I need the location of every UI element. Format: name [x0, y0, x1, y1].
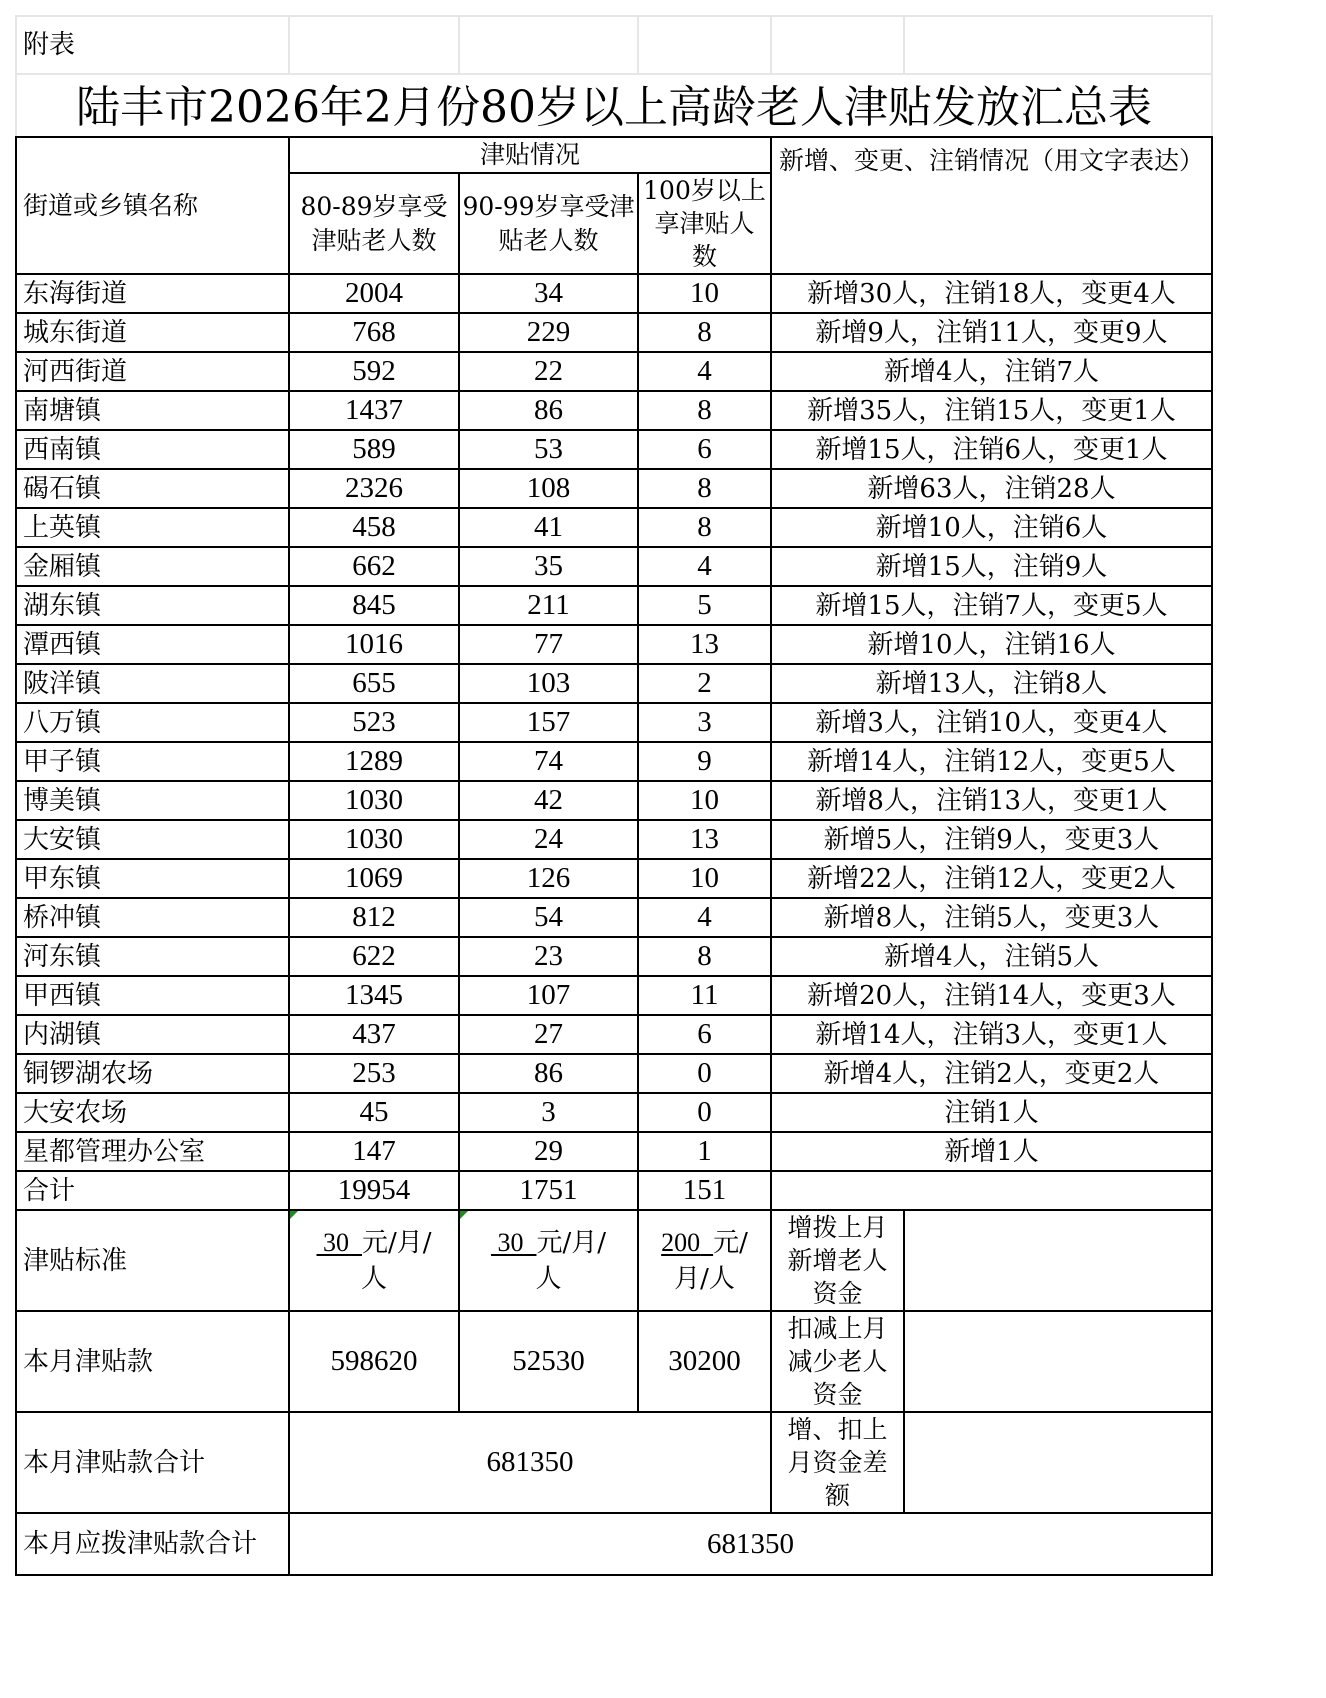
count-80-89-cell[interactable]: 812	[289, 898, 459, 937]
empty-cell[interactable]	[904, 16, 1212, 74]
table-row	[16, 742, 1212, 781]
table-row	[16, 898, 1212, 937]
document-title[interactable]: 陆丰市2026年2月份80岁以上高龄老人津贴发放汇总表	[16, 74, 1212, 137]
region-name-cell[interactable]: 湖东镇	[16, 586, 289, 625]
table-row	[16, 352, 1212, 391]
table-row	[16, 313, 1212, 352]
count-80-89-cell[interactable]: 458	[289, 508, 459, 547]
count-100-plus-cell[interactable]: 8	[638, 391, 771, 430]
count-90-99-cell[interactable]: 107	[459, 976, 638, 1015]
standard-80-89-unit-person: 人	[360, 1263, 387, 1294]
table-row	[16, 1054, 1212, 1093]
count-80-89-cell[interactable]: 592	[289, 352, 459, 391]
table-row	[16, 391, 1212, 430]
region-name-cell[interactable]: 合计	[16, 1171, 289, 1210]
table-row	[16, 664, 1212, 703]
table-row	[16, 937, 1212, 976]
count-100-plus-cell[interactable]: 10	[638, 859, 771, 898]
region-name-cell[interactable]: 东海街道	[16, 274, 289, 313]
data-rows	[15, 273, 1213, 1211]
spreadsheet	[15, 15, 1213, 1576]
count-80-89-cell[interactable]: 589	[289, 430, 459, 469]
count-100-plus-cell[interactable]: 8	[638, 937, 771, 976]
count-90-99-cell[interactable]: 54	[459, 898, 638, 937]
count-90-99-cell[interactable]: 53	[459, 430, 638, 469]
count-100-plus-cell[interactable]: 8	[638, 469, 771, 508]
table-row	[16, 859, 1212, 898]
standard-90-99-amount: 30	[497, 1227, 524, 1257]
header-subsidy-group[interactable]: 津贴情况	[289, 137, 771, 173]
count-90-99-cell[interactable]: 74	[459, 742, 638, 781]
deducted-funds-value[interactable]	[904, 1311, 1212, 1412]
count-80-89-cell[interactable]: 1030	[289, 781, 459, 820]
region-name-cell[interactable]: 星都管理办公室	[16, 1132, 289, 1171]
table-row	[16, 586, 1212, 625]
standard-90-99-unit: 元/月/	[536, 1227, 607, 1258]
count-100-plus-cell[interactable]: 0	[638, 1093, 771, 1132]
table-row	[16, 1093, 1212, 1132]
standard-100-plus[interactable]	[638, 1210, 771, 1311]
count-80-89-cell[interactable]: 768	[289, 313, 459, 352]
changes-cell[interactable]: 新增22人，注销12人，变更2人	[771, 859, 1212, 898]
count-90-99-cell[interactable]: 108	[459, 469, 638, 508]
count-100-plus-cell[interactable]: 6	[638, 430, 771, 469]
changes-cell[interactable]: 新增14人，注销12人，变更5人	[771, 742, 1212, 781]
table-row	[16, 1132, 1212, 1171]
count-100-plus-cell[interactable]: 10	[638, 781, 771, 820]
changes-cell[interactable]: 新增8人，注销13人，变更1人	[771, 781, 1212, 820]
deducted-funds-label[interactable]: 扣减上月减少老人资金	[771, 1311, 904, 1412]
region-name-cell[interactable]: 上英镇	[16, 508, 289, 547]
table-row	[16, 976, 1212, 1015]
count-100-plus-cell[interactable]: 11	[638, 976, 771, 1015]
count-80-89-cell[interactable]: 2004	[289, 274, 459, 313]
footer-block	[15, 1209, 1213, 1576]
changes-cell[interactable]: 注销1人	[771, 1093, 1212, 1132]
changes-cell[interactable]: 新增20人，注销14人，变更3人	[771, 976, 1212, 1015]
count-80-89-cell[interactable]: 523	[289, 703, 459, 742]
count-80-89-cell[interactable]: 845	[289, 586, 459, 625]
empty-cell[interactable]	[771, 16, 904, 74]
count-80-89-cell[interactable]: 147	[289, 1132, 459, 1171]
changes-cell[interactable]: 新增30人，注销18人，变更4人	[771, 274, 1212, 313]
count-80-89-cell[interactable]: 253	[289, 1054, 459, 1093]
payable-total-value[interactable]: 681350	[289, 1513, 1212, 1575]
count-90-99-cell[interactable]: 23	[459, 937, 638, 976]
count-90-99-cell[interactable]: 29	[459, 1132, 638, 1171]
region-name-cell[interactable]: 陂洋镇	[16, 664, 289, 703]
region-name-cell[interactable]: 铜锣湖农场	[16, 1054, 289, 1093]
changes-cell[interactable]: 新增3人，注销10人，变更4人	[771, 703, 1212, 742]
appendix-label[interactable]: 附表	[16, 16, 289, 74]
count-90-99-cell[interactable]: 34	[459, 274, 638, 313]
region-name-cell[interactable]: 大安农场	[16, 1093, 289, 1132]
count-80-89-cell[interactable]: 437	[289, 1015, 459, 1054]
standard-90-99[interactable]	[459, 1210, 638, 1311]
changes-cell[interactable]: 新增10人，注销6人	[771, 508, 1212, 547]
standard-100-amount: 200	[661, 1227, 701, 1257]
count-100-plus-cell[interactable]: 13	[638, 625, 771, 664]
changes-cell[interactable]: 新增1人	[771, 1132, 1212, 1171]
count-100-plus-cell[interactable]: 8	[638, 508, 771, 547]
empty-cell[interactable]	[459, 16, 638, 74]
count-90-99-cell[interactable]: 1751	[459, 1171, 638, 1210]
region-name-cell[interactable]: 河西街道	[16, 352, 289, 391]
count-90-99-cell[interactable]: 24	[459, 820, 638, 859]
table-row	[16, 274, 1212, 313]
region-name-cell[interactable]: 博美镇	[16, 781, 289, 820]
standard-100-unit: 元/	[713, 1227, 748, 1258]
difference-value[interactable]	[904, 1412, 1212, 1513]
count-80-89-cell[interactable]: 1030	[289, 820, 459, 859]
table-row	[16, 625, 1212, 664]
table-row	[16, 781, 1212, 820]
count-80-89-cell[interactable]: 622	[289, 937, 459, 976]
count-90-99-cell[interactable]: 126	[459, 859, 638, 898]
standard-100-unit-person: 月/人	[674, 1263, 735, 1294]
sheet-header	[15, 15, 1213, 137]
count-100-plus-cell[interactable]: 4	[638, 547, 771, 586]
count-100-plus-cell[interactable]: 0	[638, 1054, 771, 1093]
count-90-99-cell[interactable]: 211	[459, 586, 638, 625]
monthly-90-99[interactable]: 52530	[459, 1311, 638, 1412]
count-100-plus-cell[interactable]: 9	[638, 742, 771, 781]
count-80-89-cell[interactable]: 1437	[289, 391, 459, 430]
region-name-cell[interactable]: 甲东镇	[16, 859, 289, 898]
changes-cell[interactable]: 新增15人，注销7人，变更5人	[771, 586, 1212, 625]
count-90-99-cell[interactable]: 22	[459, 352, 638, 391]
changes-cell[interactable]	[771, 1171, 1212, 1210]
changes-cell[interactable]: 新增4人，注销2人，变更2人	[771, 1054, 1212, 1093]
payable-total-label[interactable]: 本月应拨津贴款合计	[16, 1513, 289, 1575]
count-90-99-cell[interactable]: 41	[459, 508, 638, 547]
region-name-cell[interactable]: 八万镇	[16, 703, 289, 742]
changes-cell[interactable]: 新增14人，注销3人，变更1人	[771, 1015, 1212, 1054]
added-funds-value[interactable]	[904, 1210, 1212, 1311]
changes-cell[interactable]: 新增35人，注销15人，变更1人	[771, 391, 1212, 430]
total-row	[16, 1171, 1212, 1210]
count-90-99-cell[interactable]: 86	[459, 391, 638, 430]
count-100-plus-cell[interactable]: 151	[638, 1171, 771, 1210]
header-age-80-89[interactable]: 80-89岁享受津贴老人数	[289, 173, 459, 274]
region-name-cell[interactable]: 河东镇	[16, 937, 289, 976]
added-funds-label[interactable]: 增拨上月新增老人资金	[771, 1210, 904, 1311]
difference-label[interactable]: 增、扣上月资金差额	[771, 1412, 904, 1513]
region-name-cell[interactable]: 城东街道	[16, 313, 289, 352]
region-name-cell[interactable]: 甲子镇	[16, 742, 289, 781]
header-age-100-plus[interactable]: 100岁以上享津贴人数	[638, 173, 771, 274]
changes-cell[interactable]: 新增5人，注销9人，变更3人	[771, 820, 1212, 859]
changes-cell[interactable]: 新增15人，注销9人	[771, 547, 1212, 586]
count-100-plus-cell[interactable]: 13	[638, 820, 771, 859]
count-100-plus-cell[interactable]: 8	[638, 313, 771, 352]
count-90-99-cell[interactable]: 42	[459, 781, 638, 820]
standard-80-89[interactable]	[289, 1210, 459, 1311]
region-name-cell[interactable]: 桥冲镇	[16, 898, 289, 937]
region-name-cell[interactable]: 潭西镇	[16, 625, 289, 664]
region-name-cell[interactable]: 内湖镇	[16, 1015, 289, 1054]
count-100-plus-cell[interactable]: 2	[638, 664, 771, 703]
table-row	[16, 1015, 1212, 1054]
count-100-plus-cell[interactable]: 10	[638, 274, 771, 313]
count-100-plus-cell[interactable]: 1	[638, 1132, 771, 1171]
monthly-80-89[interactable]: 598620	[289, 1311, 459, 1412]
count-80-89-cell[interactable]: 662	[289, 547, 459, 586]
region-name-cell[interactable]: 大安镇	[16, 820, 289, 859]
region-name-cell[interactable]: 碣石镇	[16, 469, 289, 508]
count-90-99-cell[interactable]: 35	[459, 547, 638, 586]
count-80-89-cell[interactable]: 655	[289, 664, 459, 703]
count-90-99-cell[interactable]: 157	[459, 703, 638, 742]
changes-cell[interactable]: 新增8人，注销5人，变更3人	[771, 898, 1212, 937]
count-100-plus-cell[interactable]: 5	[638, 586, 771, 625]
changes-cell[interactable]: 新增4人，注销7人	[771, 352, 1212, 391]
count-80-89-cell[interactable]: 19954	[289, 1171, 459, 1210]
standard-90-99-unit-person: 人	[535, 1263, 562, 1294]
table-row	[16, 703, 1212, 742]
count-90-99-cell[interactable]: 229	[459, 313, 638, 352]
empty-cell[interactable]	[289, 16, 459, 74]
count-80-89-cell[interactable]: 1016	[289, 625, 459, 664]
region-name-cell[interactable]: 西南镇	[16, 430, 289, 469]
count-80-89-cell[interactable]: 1069	[289, 859, 459, 898]
monthly-label[interactable]: 本月津贴款	[16, 1311, 289, 1412]
monthly-100-plus[interactable]: 30200	[638, 1311, 771, 1412]
changes-cell[interactable]: 新增13人，注销8人	[771, 664, 1212, 703]
header-changes[interactable]: 新增、变更、注销情况（用文字表达）	[771, 137, 1212, 274]
changes-cell[interactable]: 新增10人，注销16人	[771, 625, 1212, 664]
count-100-plus-cell[interactable]: 4	[638, 352, 771, 391]
count-80-89-cell[interactable]: 1289	[289, 742, 459, 781]
header-age-90-99[interactable]: 90-99岁享受津贴老人数	[459, 173, 638, 274]
region-name-cell[interactable]: 南塘镇	[16, 391, 289, 430]
count-90-99-cell[interactable]: 3	[459, 1093, 638, 1132]
standard-80-89-unit: 元/月/	[361, 1227, 432, 1258]
changes-cell[interactable]: 新增15人，注销6人，变更1人	[771, 430, 1212, 469]
table-row	[16, 547, 1212, 586]
region-name-cell[interactable]: 甲西镇	[16, 976, 289, 1015]
count-100-plus-cell[interactable]: 4	[638, 898, 771, 937]
changes-cell[interactable]: 新增63人，注销28人	[771, 469, 1212, 508]
table-row	[16, 430, 1212, 469]
empty-cell[interactable]	[638, 16, 771, 74]
header-name[interactable]: 街道或乡镇名称	[16, 137, 289, 274]
count-90-99-cell[interactable]: 77	[459, 625, 638, 664]
changes-cell[interactable]: 新增4人，注销5人	[771, 937, 1212, 976]
count-80-89-cell[interactable]: 45	[289, 1093, 459, 1132]
count-80-89-cell[interactable]: 2326	[289, 469, 459, 508]
count-90-99-cell[interactable]: 27	[459, 1015, 638, 1054]
count-90-99-cell[interactable]: 103	[459, 664, 638, 703]
changes-cell[interactable]: 新增9人，注销11人，变更9人	[771, 313, 1212, 352]
standard-80-89-amount: 30	[322, 1227, 349, 1257]
table-row	[16, 820, 1212, 859]
region-name-cell[interactable]: 金厢镇	[16, 547, 289, 586]
count-100-plus-cell[interactable]: 3	[638, 703, 771, 742]
count-100-plus-cell[interactable]: 6	[638, 1015, 771, 1054]
table-row	[16, 508, 1212, 547]
standard-label[interactable]: 津贴标准	[16, 1210, 289, 1311]
monthly-total-value[interactable]: 681350	[289, 1412, 771, 1513]
count-90-99-cell[interactable]: 86	[459, 1054, 638, 1093]
subsidy-summary-table	[15, 136, 1213, 275]
table-row	[16, 469, 1212, 508]
count-80-89-cell[interactable]: 1345	[289, 976, 459, 1015]
monthly-total-label[interactable]: 本月津贴款合计	[16, 1412, 289, 1513]
